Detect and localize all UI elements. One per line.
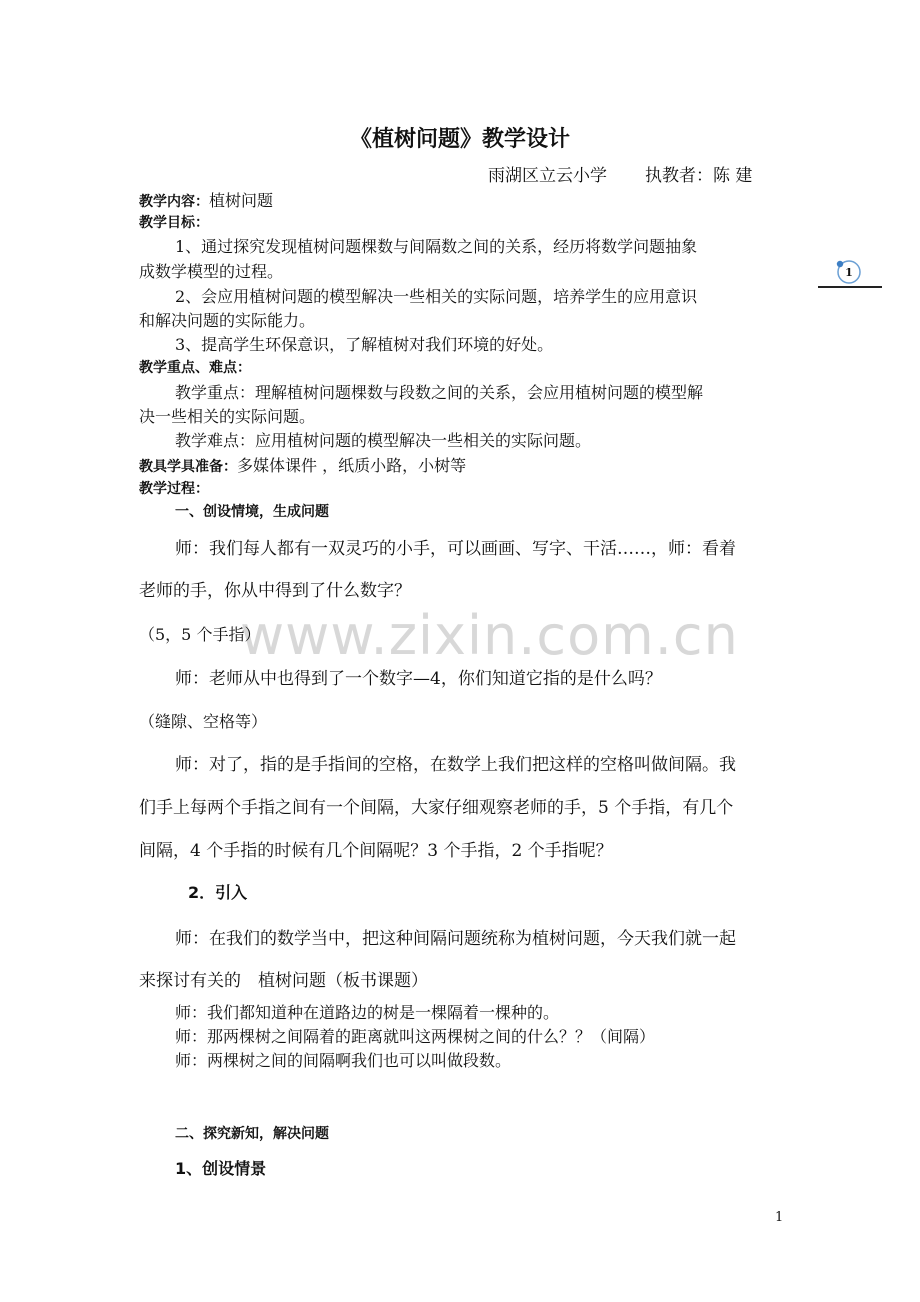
focus-line-1: 教学重点：理解植树问题棵数与段数之间的关系，会应用植树问题的模型解 xyxy=(175,383,704,402)
paragraph-3-line-3: 间隔，4 个手指的时候有几个间隔呢？3 个手指，2 个手指呢？ xyxy=(139,841,613,861)
difficulty-line: 教学难点：应用植树问题的模型解决一些相关的实际问题。 xyxy=(175,431,592,450)
answer-1: （5，5 个手指） xyxy=(139,625,261,644)
content-text: 植树问题 xyxy=(209,191,274,210)
goal-3: 3、提高学生环保意识，了解植树对我们环境的好处。 xyxy=(175,335,554,354)
subsection-2-heading: 2．引入 xyxy=(188,883,248,902)
page-badge-number: 1 xyxy=(845,266,853,279)
goal-1-line-1: 1、通过探究发现植树问题棵数与间隔数之间的关系，经历将数学问题抽象 xyxy=(175,237,698,256)
focus-line-2: 决一些相关的实际问题。 xyxy=(139,407,316,426)
section-2-heading: 二、探究新知，解决问题 xyxy=(175,1126,329,1142)
paragraph-4-line-2: 来探讨有关的 植树问题（板书课题） xyxy=(139,971,428,991)
document-title: 《植树问题》教学设计 xyxy=(349,127,570,152)
paragraph-3-line-1: 师：对了，指的是手指间的空格，在数学上我们把这样的空格叫做间隔。我 xyxy=(175,755,736,775)
page-badge-icon xyxy=(836,259,862,285)
school-name: 雨湖区立云小学 xyxy=(488,166,607,186)
materials-label: 教具学具准备： xyxy=(139,459,237,475)
paragraph-3-line-2: 们手上每两个手指之间有一个间隔，大家仔细观察老师的手，5 个手指，有几个 xyxy=(139,798,734,818)
materials-line xyxy=(139,453,466,476)
goal-1-line-2: 成数学模型的过程。 xyxy=(139,262,284,281)
process-label: 教学过程： xyxy=(139,481,209,497)
materials-text: 多媒体课件 ，纸质小路，小树等 xyxy=(237,456,467,475)
paragraph-1-line-1: 师：我们每人都有一双灵巧的小手，可以画画、写字、干活……，师：看着 xyxy=(175,539,736,559)
goals-label: 教学目标： xyxy=(139,215,209,231)
paragraph-1-line-2: 老师的手，你从中得到了什么数字？ xyxy=(139,581,411,601)
key-points-label: 教学重点、难点： xyxy=(139,360,251,376)
answer-2: （缝隙、空格等） xyxy=(139,712,268,731)
margin-rule xyxy=(818,286,882,288)
content-line xyxy=(139,188,273,211)
page-number: 1 xyxy=(775,1210,784,1225)
paragraph-5: 师：我们都知道种在道路边的树是一棵隔着一棵种的。 xyxy=(175,1003,560,1022)
teacher-name: 执教者：陈 建 xyxy=(645,166,753,186)
paragraph-6: 师：那两棵树之间隔着的距离就叫这两棵树之间的什么？？（间隔） xyxy=(175,1027,656,1046)
goal-2-line-1: 2、会应用植树问题的模型解决一些相关的实际问题，培养学生的应用意识 xyxy=(175,287,698,306)
watermark: www.zixin.com.cn xyxy=(240,604,739,667)
subsection-3-heading: 1、创设情景 xyxy=(175,1159,267,1178)
paragraph-7: 师：两棵树之间的间隔啊我们也可以叫做段数。 xyxy=(175,1051,512,1070)
section-1-heading: 一、创设情境，生成问题 xyxy=(175,504,329,520)
content-label: 教学内容： xyxy=(139,194,209,210)
byline xyxy=(488,161,752,186)
paragraph-4-line-1: 师：在我们的数学当中，把这种间隔问题统称为植树问题，今天我们就一起 xyxy=(175,929,736,949)
goal-2-line-2: 和解决问题的实际能力。 xyxy=(139,311,316,330)
paragraph-2: 师：老师从中也得到了一个数字—4，你们知道它指的是什么吗？ xyxy=(175,669,662,689)
